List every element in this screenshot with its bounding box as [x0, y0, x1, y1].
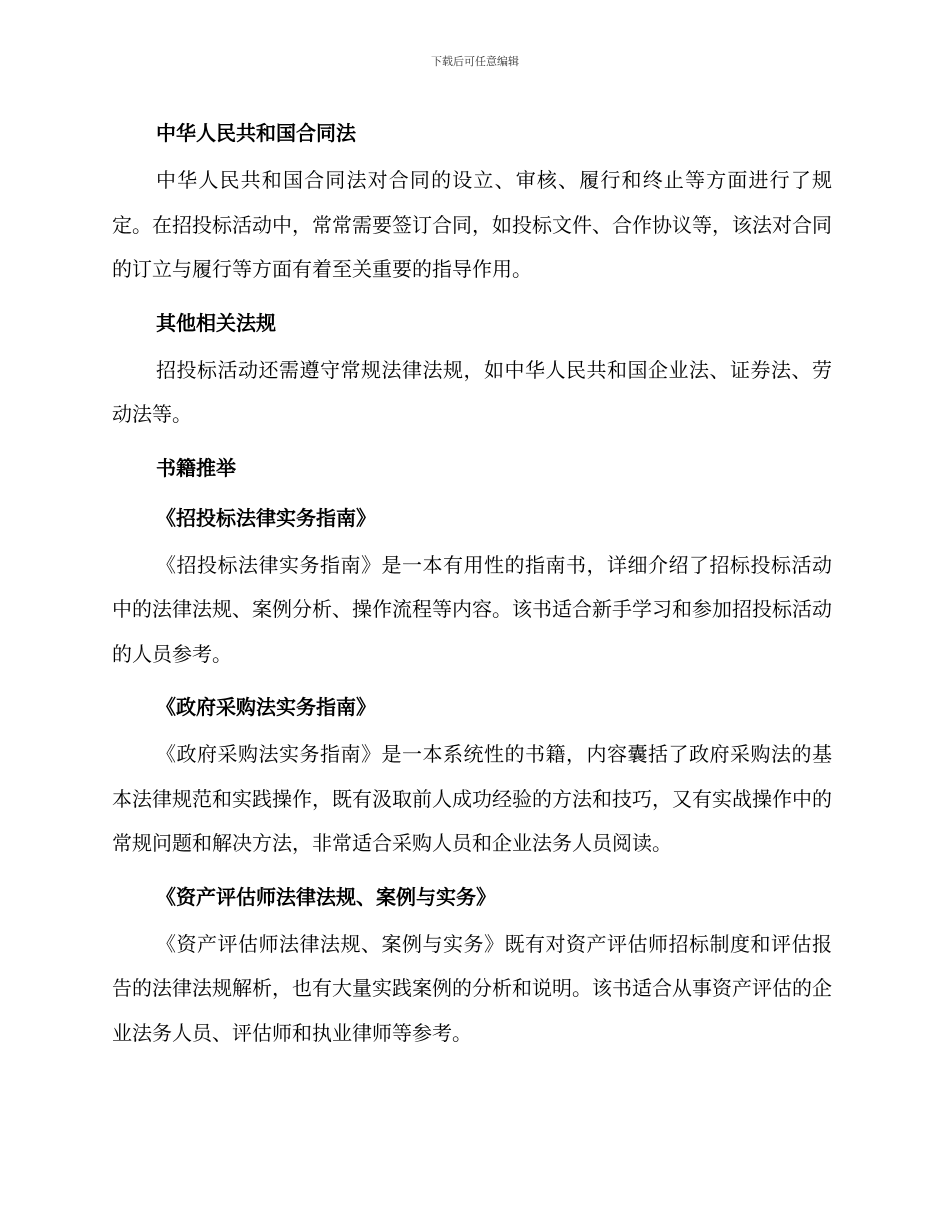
- section-paragraph: 中华人民共和国合同法对合同的设立、审核、履行和终止等方面进行了规定。在招投标活动中，常常需要签订合同，如投标文件、合作协议等，该法对合同的订立与履行等方面有着至关重要的指导作用。: [112, 168, 832, 281]
- book-entry: [112, 682, 832, 866]
- book-description: 《招投标法律实务指南》是一本有用性的指南书，详细介绍了招标投标活动中的法律法规、案例分析、操作流程等内容。该书适合新手学习和参加招投标活动的人员参考。: [112, 552, 832, 666]
- book-entry: [112, 493, 832, 677]
- book-title: 《招投标法律实务指南》: [156, 505, 376, 530]
- book-description: 《政府采购法实务指南》是一本系统性的书籍，内容囊括了政府采购法的基本法律规范和实践操作，既有汲取前人成功经验的方法和技巧，又有实战操作中的常规问题和解决方法，非常适合采购人员和企业法务人员阅读。: [112, 742, 832, 855]
- section-contract-law: [112, 108, 832, 292]
- section-heading: 书籍推举: [156, 455, 236, 480]
- section-heading: 中华人民共和国合同法: [156, 121, 356, 145]
- book-entry: [112, 872, 832, 1056]
- section-other-laws: [112, 298, 832, 437]
- book-description: 《资产评估师法律法规、案例与实务》既有对资产评估师招标制度和评估报告的法律法规解析，也有大量实践案例的分析和说明。该书适合从事资产评估的企业法务人员、评估师和执业律师等参考。: [112, 931, 832, 1045]
- section-paragraph: 招投标活动还需遵守常规法律法规，如中华人民共和国企业法、证券法、劳动法等。: [112, 357, 832, 426]
- section-books: [112, 443, 832, 1056]
- document-body: [112, 108, 832, 1061]
- book-title: 《资产评估师法律法规、案例与实务》: [156, 884, 496, 909]
- page-header: 下载后可任意编辑: [431, 55, 519, 68]
- section-heading: 其他相关法规: [156, 310, 276, 335]
- book-title: 《政府采购法实务指南》: [156, 695, 376, 719]
